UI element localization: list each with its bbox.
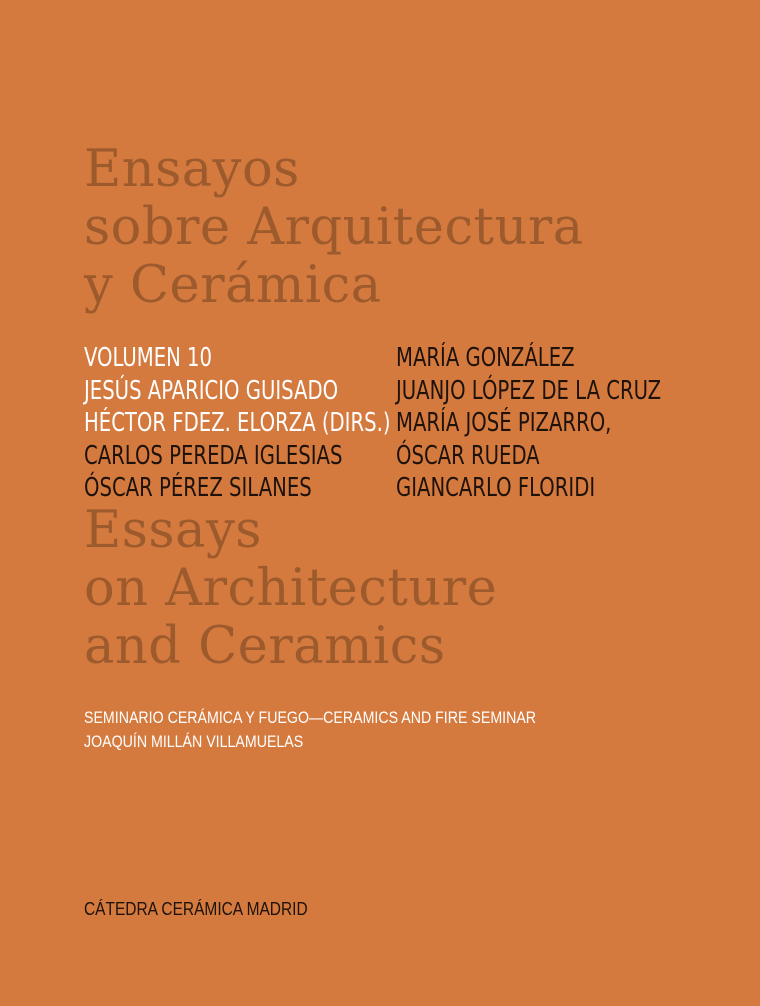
author-name: MARÍA JOSÉ PIZARRO, <box>396 408 612 439</box>
volume-number: VOLUMEN 10 <box>84 343 213 373</box>
title-spanish <box>84 141 584 315</box>
author-name: ÓSCAR PÉREZ SILANES <box>84 473 312 504</box>
credits-left-column <box>84 342 391 505</box>
author-name: MARÍA GONZÁLEZ <box>396 343 575 373</box>
credits-right-column <box>396 342 661 505</box>
author-name: ÓSCAR RUEDA <box>396 440 540 471</box>
title-english-line: on Architecture <box>84 559 498 618</box>
publisher-name: CÁTEDRA CERÁMICA MADRID <box>84 899 308 919</box>
title-english-line: Essays <box>84 501 262 560</box>
director-name: JESÚS APARICIO GUISADO <box>84 375 339 406</box>
director-name: HÉCTOR FDEZ. ELORZA (DIRS.) <box>84 408 391 439</box>
title-english-line: and Ceramics <box>84 617 446 676</box>
title-spanish-line: Ensayos <box>84 140 300 199</box>
author-name: JUANJO LÓPEZ DE LA CRUZ <box>396 375 662 406</box>
seminar-title: SEMINARIO CERÁMICA Y FUEGO—CERAMICS AND FIRE SEMINAR <box>84 709 537 727</box>
title-spanish-line: y Cerámica <box>84 256 382 315</box>
title-english <box>84 502 497 676</box>
seminar-author: JOAQUÍN MILLÁN VILLAMUELAS <box>84 733 304 751</box>
seminar-credits <box>84 706 536 754</box>
author-name: CARLOS PEREDA IGLESIAS <box>84 440 343 471</box>
title-spanish-line: sobre Arquitectura <box>84 198 584 257</box>
author-name: GIANCARLO FLORIDI <box>396 473 596 504</box>
